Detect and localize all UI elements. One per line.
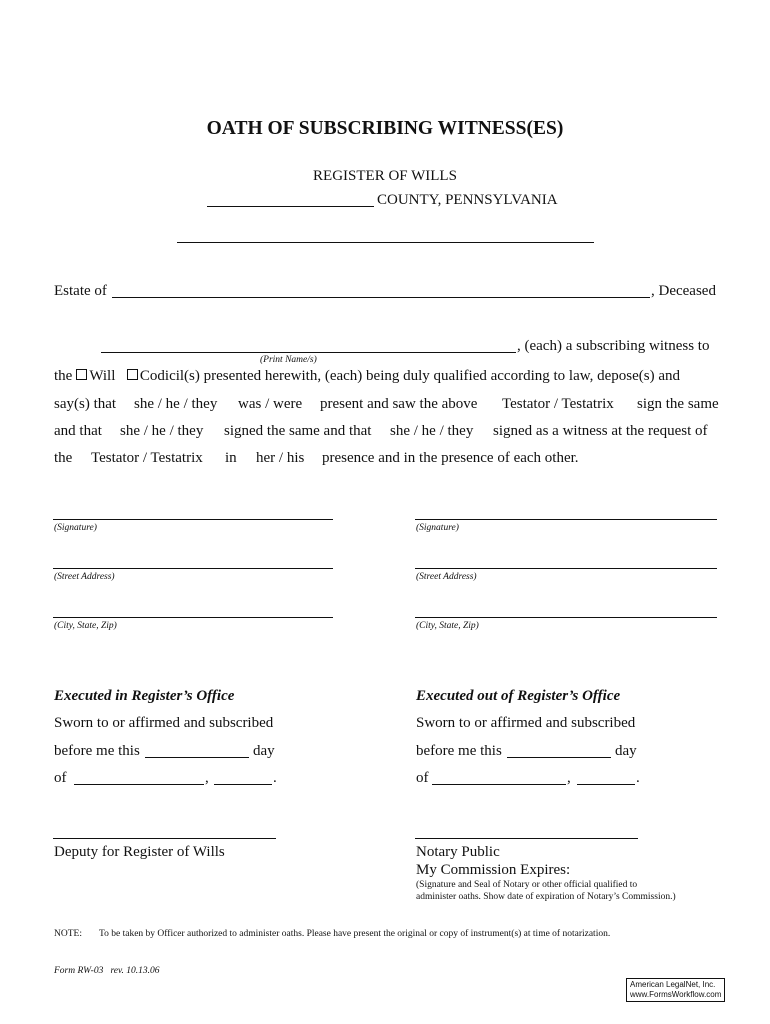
the-word: the: [54, 368, 73, 384]
right-signature-field[interactable]: [415, 519, 717, 520]
codicil-checkbox[interactable]: [127, 369, 138, 380]
register-of-wills: REGISTER OF WILLS: [313, 168, 457, 184]
right-city-field[interactable]: [415, 617, 717, 618]
body-line-2-c: was / were: [238, 396, 303, 412]
executed-out-heading: Executed out of Register’s Office: [416, 688, 621, 704]
body-line-2-f: sign the same: [637, 396, 719, 412]
body-line-4-e: presence and in the presence of each other.: [322, 450, 579, 466]
executed-in-before: before me this: [54, 743, 140, 759]
left-city-label: (City, State, Zip): [54, 621, 117, 631]
codicil-text: Codicil(s) presented herewith, (each) being duly qualified according to law, depose(s) and: [139, 368, 680, 384]
body-line-4-d: her / his: [256, 450, 305, 466]
body-line-4-c: in: [225, 450, 237, 466]
body-line-2-a: say(s) that: [54, 396, 117, 412]
print-names-label: (Print Name/s): [260, 355, 317, 365]
executed-in-day: day: [253, 743, 275, 759]
publisher-name: American LegalNet, Inc.: [630, 980, 716, 989]
right-city-label: (City, State, Zip): [416, 621, 479, 631]
estate-label: Estate of: [54, 283, 107, 299]
left-signature-field[interactable]: [53, 519, 333, 520]
body-line-3-d: she / he / they: [390, 423, 474, 439]
executed-in-day-field[interactable]: [145, 757, 249, 758]
seal-note-2: administer oaths. Show date of expiration of Notary’s Commission.): [416, 892, 676, 902]
form-id: Form RW-03 rev. 10.13.06: [54, 966, 160, 976]
executed-out-sworn: Sworn to or affirmed and subscribed: [416, 715, 636, 731]
executed-in-period: .: [273, 770, 277, 786]
executed-out-month-field[interactable]: [432, 784, 566, 785]
right-street-label: (Street Address): [416, 572, 477, 582]
body-line-2-e: Testator / Testatrix: [502, 396, 614, 412]
executed-out-period: .: [636, 770, 640, 786]
left-street-field[interactable]: [53, 568, 333, 569]
body-line-3-e: signed as a witness at the request of: [493, 423, 708, 439]
left-city-field[interactable]: [53, 617, 333, 618]
publisher-url: www.FormsWorkflow.com: [630, 990, 722, 999]
left-street-label: (Street Address): [54, 572, 115, 582]
executed-out-year-field[interactable]: [577, 784, 635, 785]
notary-label: Notary Public: [416, 844, 500, 860]
body-line-3-b: she / he / they: [120, 423, 204, 439]
executed-out-before: before me this: [416, 743, 502, 759]
executed-in-year-field[interactable]: [214, 784, 272, 785]
seal-note-1: (Signature and Seal of Notary or other official qualified to: [416, 880, 638, 890]
body-line-4-a: the: [54, 450, 73, 466]
executed-out-of: of: [416, 770, 429, 786]
executed-in-sworn: Sworn to or affirmed and subscribed: [54, 715, 274, 731]
body-line-3-c: signed the same and that: [224, 423, 372, 439]
deceased-label: , Deceased: [651, 283, 716, 299]
deputy-signature-field[interactable]: [53, 838, 276, 839]
executed-in-heading: Executed in Register’s Office: [54, 688, 235, 704]
left-signature-label: (Signature): [54, 523, 97, 533]
estate-name-field[interactable]: [112, 297, 650, 298]
executed-in-month-field[interactable]: [74, 784, 204, 785]
note-text: To be taken by Officer authorized to administer oaths. Please have present the original or copy of instrument(s) at time of notarization.: [99, 929, 611, 939]
publisher-stamp: [626, 978, 725, 1002]
body-line-4-b: Testator / Testatrix: [91, 450, 203, 466]
caption-line[interactable]: [177, 242, 594, 243]
county-field[interactable]: [207, 206, 374, 207]
executed-out-day-field[interactable]: [507, 757, 611, 758]
will-label: Will: [89, 368, 116, 384]
executed-in-of: of: [54, 770, 67, 786]
body-line-3-a: and that: [54, 423, 102, 439]
form-title: OATH OF SUBSCRIBING WITNESS(ES): [206, 118, 564, 139]
executed-out-comma: ,: [567, 770, 571, 786]
witness-names-field[interactable]: [101, 352, 516, 353]
deputy-label: Deputy for Register of Wills: [54, 844, 225, 860]
right-street-field[interactable]: [415, 568, 717, 569]
body-line-2-b: she / he / they: [134, 396, 218, 412]
executed-in-comma: ,: [205, 770, 209, 786]
witness-suffix: , (each) a subscribing witness to: [517, 338, 710, 354]
note-label: NOTE:: [54, 929, 82, 939]
body-line-1: [54, 368, 680, 385]
commission-label: My Commission Expires:: [416, 862, 571, 878]
body-line-2-d: present and saw the above: [320, 396, 478, 412]
county-label: COUNTY, PENNSYLVANIA: [377, 192, 558, 208]
notary-signature-field[interactable]: [415, 838, 638, 839]
will-checkbox[interactable]: [76, 369, 87, 380]
right-signature-label: (Signature): [416, 523, 459, 533]
executed-out-day: day: [615, 743, 637, 759]
